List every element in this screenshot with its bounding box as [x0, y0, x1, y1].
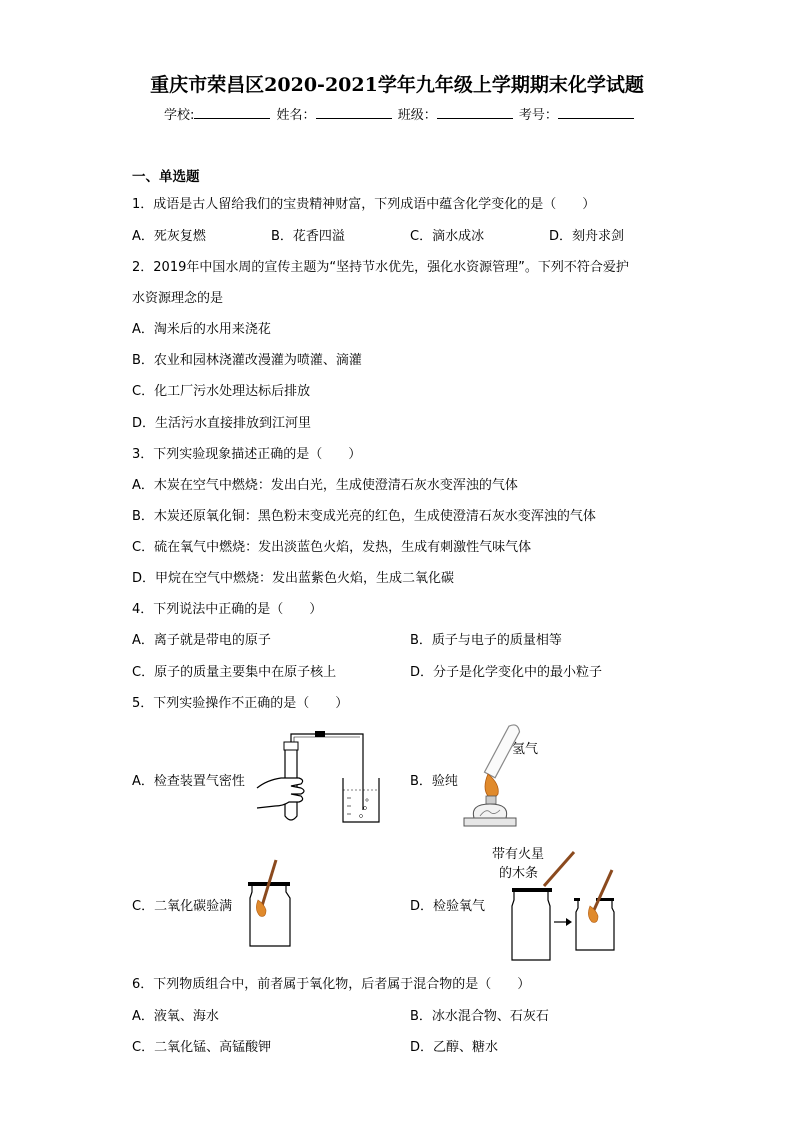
q3-option-c: C．硫在氧气中燃烧：发出淡蓝色火焰，发热，生成有刺激性气味气体	[132, 540, 532, 555]
q3-option-b: B．木炭还原氧化铜：黑色粉末变成光亮的红色，生成使澄清石灰水变浑浊的气体	[132, 509, 596, 524]
hydrogen-label: 氢气	[512, 742, 539, 757]
section-heading: 一、单选题	[132, 169, 200, 185]
q4-stem: 4．下列说法中正确的是（ ）	[132, 602, 323, 617]
q6-option-c: C．二氧化锰、高锰酸钾	[132, 1040, 272, 1055]
class-label: 班级：	[397, 108, 437, 123]
q6-stem: 6．下列物质组合中，前者属于氧化物，后者属于混合物的是（ ）	[132, 977, 531, 992]
exam-no-blank	[558, 106, 634, 119]
q5-option-d: D．检验氧气	[410, 899, 486, 914]
airtightness-check-figure	[255, 728, 385, 828]
glowing-stick-label-line2: 的木条	[499, 866, 539, 881]
q1-option-a: A．死灰复燃	[132, 229, 206, 244]
q3-option-d: D．甲烷在空气中燃烧：发出蓝紫色火焰，生成二氧化碳	[132, 571, 455, 586]
q5-stem: 5．下列实验操作不正确的是（ ）	[132, 696, 349, 711]
school-blank	[194, 106, 270, 119]
q2-option-d: D．生活污水直接排放到江河里	[132, 416, 312, 431]
exam-no-label: 考号：	[518, 108, 558, 123]
q6-option-a: A．液氧、海水	[132, 1009, 219, 1024]
q2-option-b: B．农业和园林浇灌改漫灌为喷灌、滴灌	[132, 353, 362, 368]
q3-option-a: A．木炭在空气中燃烧：发出白光，生成使澄清石灰水变浑浊的气体	[132, 478, 518, 493]
q4-option-c: C．原子的质量主要集中在原子核上	[132, 665, 337, 680]
q6-option-b: B．冰水混合物、石灰石	[410, 1009, 549, 1024]
name-label: 姓名：	[276, 108, 316, 123]
q2-stem-line2: 水资源理念的是	[132, 291, 224, 306]
q1-option-d: D．刻舟求剑	[549, 229, 625, 244]
school-label: 学校:	[164, 108, 195, 123]
q5-option-b: B．验纯	[410, 774, 458, 789]
q1-option-b: B．花香四溢	[271, 229, 345, 244]
q5-option-a: A．检查装置气密性	[132, 774, 245, 789]
co2-full-test-figure	[244, 858, 300, 950]
q2-option-a: A．淘米后的水用来浇花	[132, 322, 271, 337]
page-title: 重庆市荣昌区2020-2021学年九年级上学期期末化学试题	[150, 74, 644, 96]
class-blank	[437, 106, 513, 119]
q1-option-c: C．滴水成冰	[410, 229, 485, 244]
q1-stem: 1．成语是古人留给我们的宝贵精神财富，下列成语中蕴含化学变化的是（ ）	[132, 197, 596, 212]
q4-option-a: A．离子就是带电的原子	[132, 633, 271, 648]
student-info-line	[164, 104, 636, 123]
q3-stem: 3．下列实验现象描述正确的是（ ）	[132, 447, 362, 462]
q5-option-c: C．二氧化碳验满	[132, 899, 233, 914]
name-blank	[316, 106, 392, 119]
glowing-stick-label-line1: 带有火星	[492, 847, 545, 862]
q4-option-d: D．分子是化学变化中的最小粒子	[410, 665, 603, 680]
q2-option-c: C．化工厂污水处理达标后排放	[132, 384, 311, 399]
q4-option-b: B．质子与电子的质量相等	[410, 633, 562, 648]
q2-stem-line1: 2．2019年中国水周的宣传主题为“坚持节水优先，强化水资源管理”。下列不符合爱护	[132, 260, 629, 275]
q6-option-d: D．乙醇、糖水	[410, 1040, 499, 1055]
